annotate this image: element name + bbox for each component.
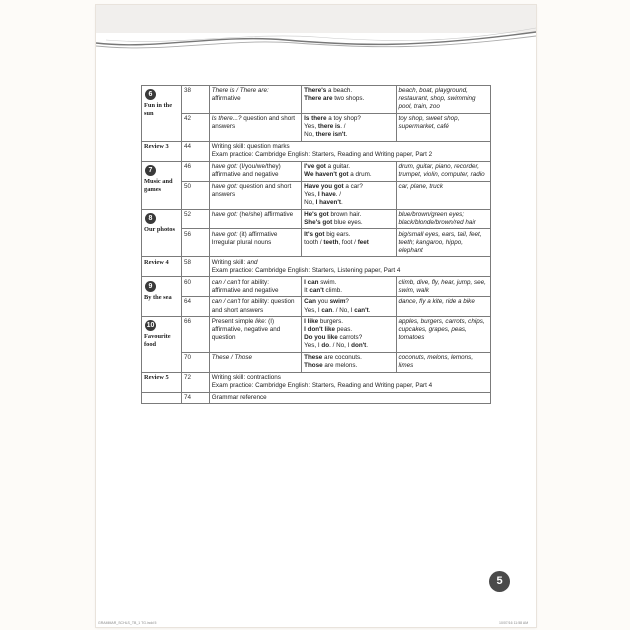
page-ref: 42 — [182, 113, 210, 141]
grammar-point: Is there...? question and short answers — [209, 113, 301, 141]
review-row — [142, 257, 491, 277]
table-row — [142, 352, 491, 372]
header-swoosh — [96, 22, 536, 62]
example-sentences: Is there a toy shop? Yes, there is. / No, there isn't. — [302, 113, 396, 141]
example-sentences: I've got a guitar. We haven't got a drum. — [302, 161, 396, 181]
example-sentences: I can swim. It can't climb. — [302, 277, 396, 297]
reference-row — [142, 392, 491, 404]
grammar-point: have got: (he/she) affirmative — [209, 209, 301, 229]
grammar-point: There is / There are: affirmative — [209, 86, 301, 114]
page-ref: 70 — [182, 352, 210, 372]
table-row — [142, 229, 491, 257]
grammar-point: have got: question and short answers — [209, 181, 301, 209]
review-content: Writing skill: contractions Exam practice: Cambridge English: Starters, Reading and Writing paper, Part 4 — [209, 372, 490, 392]
vocabulary-list: car, plane, truck — [396, 181, 490, 209]
grammar-point: Present simple like: (I) affirmative, negative and question — [209, 316, 301, 352]
page-ref: 60 — [182, 277, 210, 297]
review-label: Review 5 — [142, 372, 182, 392]
page-ref: 52 — [182, 209, 210, 229]
grammar-point: These / Those — [209, 352, 301, 372]
page-ref: 72 — [182, 372, 210, 392]
grammar-point: can / can't for ability: affirmative and negative — [209, 277, 301, 297]
vocabulary-list: dance, fly a kite, ride a bike — [396, 297, 490, 317]
unit-number-badge: 6 — [145, 89, 156, 100]
vocabulary-list: big/small eyes, ears, tail, feet, teeth; kangaroo, hippo, elephant — [396, 229, 490, 257]
grammar-contents-table — [141, 85, 491, 404]
page-ref: 46 — [182, 161, 210, 181]
page-ref: 38 — [182, 86, 210, 114]
print-slug-left: GRAMMAR_SCHLS_TB_1 TG.indd 5 — [98, 621, 157, 625]
example-sentences: There's a beach. There are two shops. — [302, 86, 396, 114]
empty-cell — [142, 392, 182, 404]
unit-title: Music and games — [144, 178, 173, 193]
review-content: Writing skill: and Exam practice: Cambridge English: Starters, Listening paper, Part 4 — [209, 257, 490, 277]
page-ref: 64 — [182, 297, 210, 317]
table-row — [142, 316, 491, 352]
table-row — [142, 161, 491, 181]
page-ref: 58 — [182, 257, 210, 277]
grammar-point: have got: (I/you/we/they) affirmative and negative — [209, 161, 301, 181]
vocabulary-list: blue/brown/green eyes; black/blonde/brown/red hair — [396, 209, 490, 229]
unit-title: By the sea — [144, 293, 172, 301]
review-row — [142, 141, 491, 161]
example-sentences: I like burgers. I don't like peas. Do you like carrots? Yes, I do. / No, I don't. — [302, 316, 396, 352]
unit-title: Our photos — [144, 225, 175, 233]
page-ref: 50 — [182, 181, 210, 209]
review-label: Review 3 — [142, 141, 182, 161]
table-row — [142, 113, 491, 141]
vocabulary-list: beach, boat, playground, restaurant, shop, swimming pool, train, zoo — [396, 86, 490, 114]
table-row — [142, 209, 491, 229]
page-ref: 44 — [182, 141, 210, 161]
unit-number-badge: 10 — [146, 322, 155, 330]
example-sentences: Can you swim? Yes, I can. / No, I can't. — [302, 297, 396, 317]
vocabulary-list: toy shop, sweet shop, supermarket, café — [396, 113, 490, 141]
grammar-point: have got: (it) affirmative Irregular plural nouns — [209, 229, 301, 257]
table-row — [142, 181, 491, 209]
page-ref: 66 — [182, 316, 210, 352]
vocabulary-list: apples, burgers, carrots, chips, cupcakes, grapes, peas, tomatoes — [396, 316, 490, 352]
vocabulary-list: coconuts, melons, lemons, limes — [396, 352, 490, 372]
unit-cell — [142, 277, 182, 317]
example-sentences: He's got brown hair. She's got blue eyes. — [302, 209, 396, 229]
unit-cell — [142, 161, 182, 209]
table-row — [142, 297, 491, 317]
vocabulary-list: climb, dive, fly, hear, jump, see, swim, walk — [396, 277, 490, 297]
unit-number-badge: 7 — [145, 165, 156, 176]
example-sentences: Have you got a car? Yes, I have. / No, I haven't. — [302, 181, 396, 209]
page-ref: 74 — [182, 392, 210, 404]
example-sentences: It's got big ears. tooth / teeth, foot / feet — [302, 229, 396, 257]
page-number-badge: 5 — [489, 571, 510, 592]
page-ref: 56 — [182, 229, 210, 257]
review-row — [142, 372, 491, 392]
vocabulary-list: drum, guitar, piano, recorder, trumpet, violin, computer, radio — [396, 161, 490, 181]
unit-number-badge: 8 — [145, 213, 156, 224]
review-label: Review 4 — [142, 257, 182, 277]
unit-cell — [142, 86, 182, 142]
table-row — [142, 277, 491, 297]
unit-number-badge: 9 — [145, 281, 156, 292]
example-sentences: These are coconuts. Those are melons. — [302, 352, 396, 372]
unit-cell — [142, 209, 182, 257]
review-content: Writing skill: question marks Exam practice: Cambridge English: Starters, Reading and Writing paper, Part 2 — [209, 141, 490, 161]
print-slug-right: 10/07/16 11:58 AM — [499, 621, 529, 625]
unit-title: Favourite food — [144, 333, 171, 349]
grammar-point: can / can't for ability: question and short answers — [209, 297, 301, 317]
table-row — [142, 86, 491, 114]
unit-title: Fun in the sun — [144, 102, 173, 118]
unit-cell — [142, 316, 182, 372]
reference-content: Grammar reference — [209, 392, 490, 404]
